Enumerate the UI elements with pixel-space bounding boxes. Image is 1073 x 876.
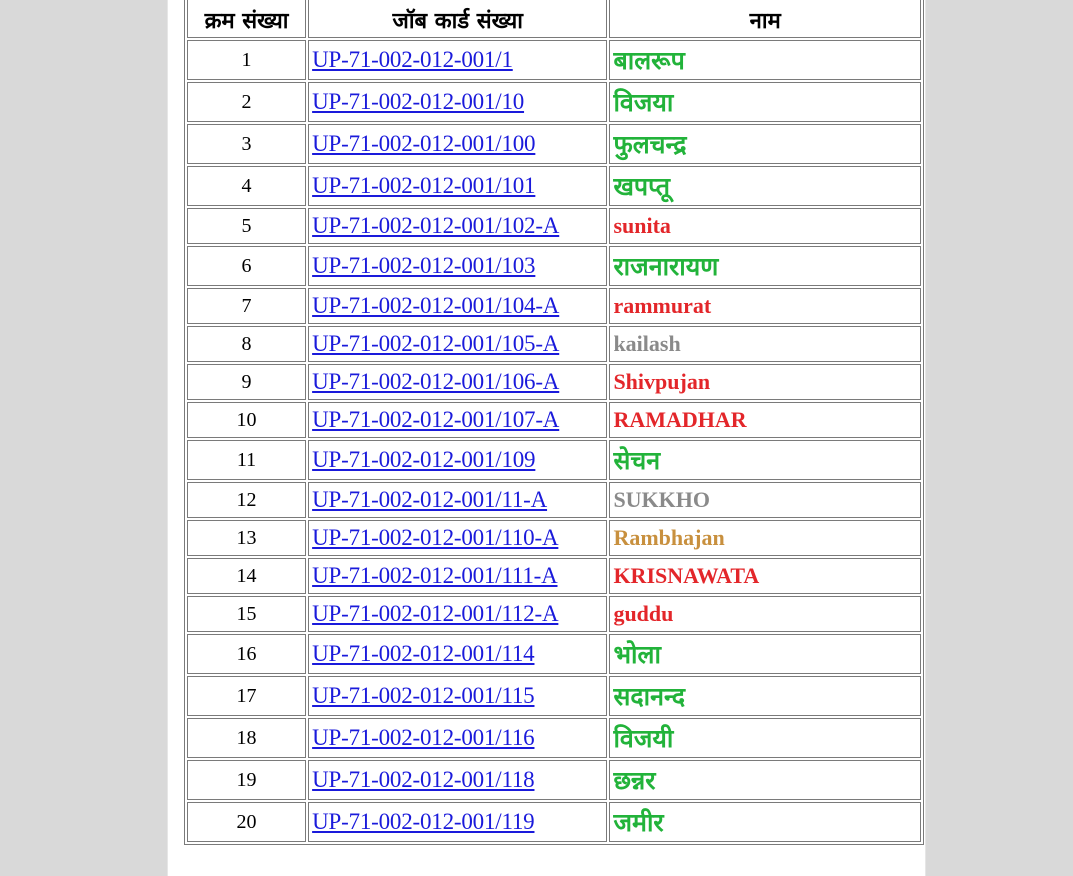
job-card-link[interactable]: UP-71-002-012-001/100 (312, 131, 536, 156)
name-cell (609, 124, 921, 164)
job-card-link[interactable]: UP-71-002-012-001/119 (312, 809, 535, 834)
applicant-name: Shivpujan (613, 369, 711, 394)
job-card-cell (308, 364, 607, 400)
table-row (187, 440, 921, 480)
table-row (187, 802, 921, 842)
job-card-cell (308, 82, 607, 122)
applicant-name: सदानन्द (613, 682, 685, 711)
table-row (187, 364, 921, 400)
name-cell (609, 802, 921, 842)
serial-number-cell: 2 (187, 82, 306, 122)
serial-number-cell: 15 (187, 596, 306, 632)
job-card-link[interactable]: UP-71-002-012-001/102-A (312, 213, 560, 238)
name-cell (609, 520, 921, 556)
job-card-link[interactable]: UP-71-002-012-001/10 (312, 89, 525, 114)
serial-number-cell: 6 (187, 246, 306, 286)
job-card-link[interactable]: UP-71-002-012-001/118 (312, 767, 535, 792)
job-card-cell (308, 288, 607, 324)
job-card-link[interactable]: UP-71-002-012-001/110-A (312, 525, 559, 550)
table-row (187, 520, 921, 556)
table-row (187, 208, 921, 244)
applicant-name: भोला (613, 640, 661, 669)
name-cell (609, 40, 921, 80)
serial-number-cell: 20 (187, 802, 306, 842)
serial-number-cell: 19 (187, 760, 306, 800)
serial-number-cell: 17 (187, 676, 306, 716)
job-card-link[interactable]: UP-71-002-012-001/11-A (312, 487, 548, 512)
table-row (187, 634, 921, 674)
job-card-cell (308, 520, 607, 556)
serial-number-cell: 10 (187, 402, 306, 438)
job-card-link[interactable]: UP-71-002-012-001/114 (312, 641, 535, 666)
applicant-name: विजया (613, 88, 674, 117)
job-card-cell (308, 166, 607, 206)
name-cell (609, 634, 921, 674)
serial-number-cell: 1 (187, 40, 306, 80)
table-row (187, 246, 921, 286)
job-card-cell (308, 718, 607, 758)
name-cell (609, 208, 921, 244)
job-card-cell (308, 440, 607, 480)
applicant-name: छन्नर (613, 766, 656, 795)
applicant-name: KRISNAWATA (613, 563, 760, 588)
job-card-link[interactable]: UP-71-002-012-001/107-A (312, 407, 560, 432)
table-row (187, 596, 921, 632)
job-card-link[interactable]: UP-71-002-012-001/101 (312, 173, 536, 198)
name-cell (609, 326, 921, 362)
applicant-name: kailash (613, 331, 681, 356)
table-row (187, 124, 921, 164)
name-cell (609, 288, 921, 324)
job-card-cell (308, 802, 607, 842)
job-card-cell (308, 246, 607, 286)
table-row (187, 760, 921, 800)
applicant-name: RAMADHAR (613, 407, 747, 432)
table-row (187, 402, 921, 438)
name-cell (609, 760, 921, 800)
serial-number-cell: 7 (187, 288, 306, 324)
table-header-row (187, 0, 921, 38)
serial-number-cell: 9 (187, 364, 306, 400)
name-cell (609, 402, 921, 438)
page-content (167, 0, 926, 876)
job-card-link[interactable]: UP-71-002-012-001/112-A (312, 601, 559, 626)
serial-number-cell: 8 (187, 326, 306, 362)
table-row (187, 288, 921, 324)
table-row (187, 82, 921, 122)
header-name: नाम (609, 0, 921, 38)
serial-number-cell: 14 (187, 558, 306, 594)
applicant-name: राजनारायण (613, 252, 719, 281)
applicant-name: खपप्तू (613, 172, 671, 201)
job-card-table (184, 0, 924, 845)
serial-number-cell: 5 (187, 208, 306, 244)
job-card-link[interactable]: UP-71-002-012-001/105-A (312, 331, 560, 356)
job-card-link[interactable]: UP-71-002-012-001/1 (312, 47, 513, 72)
name-cell (609, 364, 921, 400)
name-cell (609, 718, 921, 758)
applicant-name: rammurat (613, 293, 712, 318)
table-row (187, 558, 921, 594)
job-card-link[interactable]: UP-71-002-012-001/111-A (312, 563, 558, 588)
applicant-name: जमीर (613, 808, 664, 837)
table-row (187, 166, 921, 206)
job-card-cell (308, 482, 607, 518)
header-serial-number: क्रम संख्या (187, 0, 306, 38)
serial-number-cell: 4 (187, 166, 306, 206)
job-card-cell (308, 124, 607, 164)
applicant-name: sunita (613, 213, 671, 238)
job-card-link[interactable]: UP-71-002-012-001/103 (312, 253, 536, 278)
job-card-link[interactable]: UP-71-002-012-001/109 (312, 447, 536, 472)
job-card-cell (308, 760, 607, 800)
job-card-cell (308, 402, 607, 438)
applicant-name: विजयी (613, 724, 674, 753)
job-card-link[interactable]: UP-71-002-012-001/104-A (312, 293, 560, 318)
serial-number-cell: 16 (187, 634, 306, 674)
table-row (187, 676, 921, 716)
serial-number-cell: 13 (187, 520, 306, 556)
serial-number-cell: 11 (187, 440, 306, 480)
name-cell (609, 558, 921, 594)
table-row (187, 718, 921, 758)
job-card-cell (308, 558, 607, 594)
job-card-link[interactable]: UP-71-002-012-001/115 (312, 683, 535, 708)
job-card-link[interactable]: UP-71-002-012-001/106-A (312, 369, 560, 394)
name-cell (609, 482, 921, 518)
job-card-cell (308, 676, 607, 716)
job-card-cell (308, 326, 607, 362)
name-cell (609, 440, 921, 480)
applicant-name: सेचन (613, 446, 661, 475)
name-cell (609, 596, 921, 632)
job-card-cell (308, 596, 607, 632)
name-cell (609, 676, 921, 716)
applicant-name: Rambhajan (613, 525, 725, 550)
job-card-cell (308, 634, 607, 674)
header-job-card-number: जॉब कार्ड संख्या (308, 0, 607, 38)
job-card-cell (308, 208, 607, 244)
serial-number-cell: 3 (187, 124, 306, 164)
applicant-name: SUKKHO (613, 487, 711, 512)
job-card-cell (308, 40, 607, 80)
table-row (187, 326, 921, 362)
name-cell (609, 246, 921, 286)
serial-number-cell: 12 (187, 482, 306, 518)
applicant-name: फुलचन्द्र (613, 130, 687, 159)
table-row (187, 40, 921, 80)
job-card-link[interactable]: UP-71-002-012-001/116 (312, 725, 535, 750)
serial-number-cell: 18 (187, 718, 306, 758)
name-cell (609, 82, 921, 122)
table-row (187, 482, 921, 518)
name-cell (609, 166, 921, 206)
applicant-name: guddu (613, 601, 674, 626)
applicant-name: बालरूप (613, 46, 685, 75)
